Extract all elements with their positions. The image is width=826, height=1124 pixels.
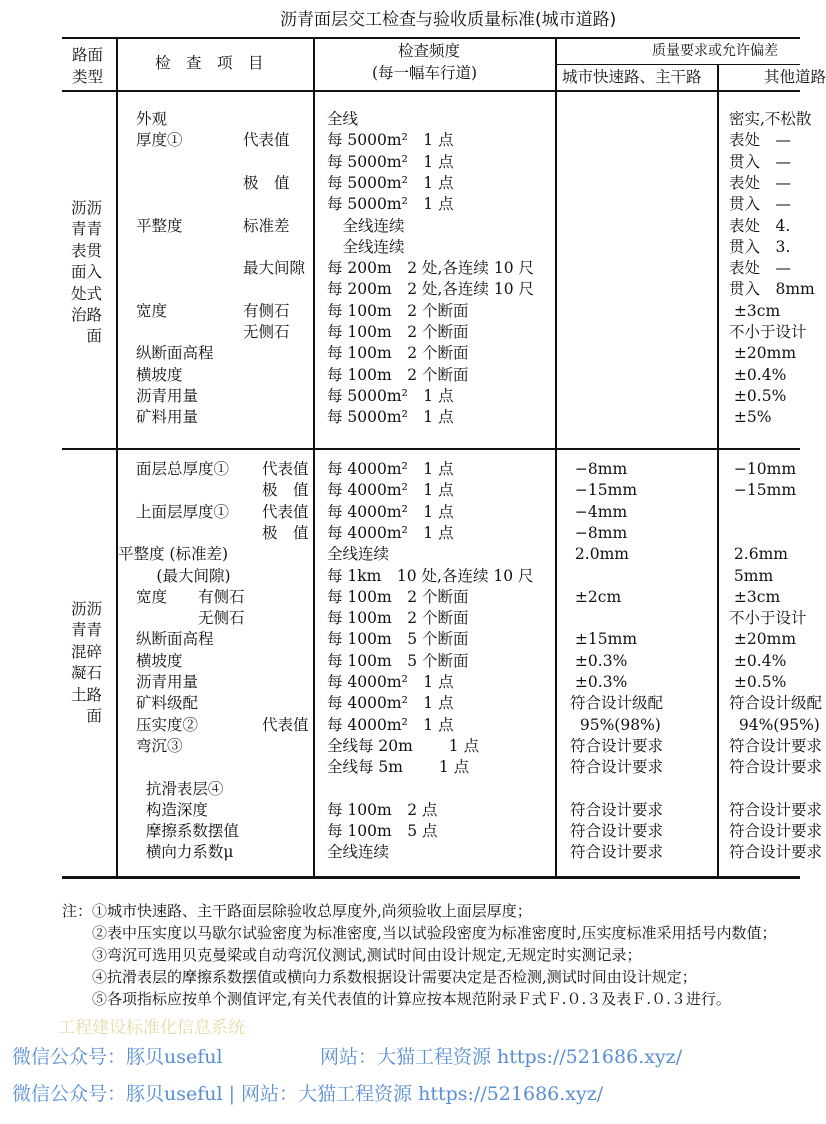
road-type-line: 面 <box>86 327 102 346</box>
header-item: 检 查 项 目 <box>155 54 264 72</box>
cell-freq: 每 100m 2 个断面 <box>327 365 469 384</box>
cell-item: 弯沉③ <box>136 736 183 755</box>
column-divider <box>555 37 557 877</box>
road-type-line: 面入 <box>70 263 102 282</box>
cell-main: −8mm <box>570 460 628 478</box>
cell-other: 表处 4. <box>729 216 791 235</box>
cell-item: 沥青用量 <box>136 386 199 405</box>
cell-other: ±0.5% <box>729 386 787 405</box>
road-type-line: 表贯 <box>70 241 102 260</box>
cell-other: 密实,不松散 <box>729 110 812 128</box>
cell-other: 表处 — <box>729 259 792 278</box>
road-type-line: 沥沥 <box>70 199 102 217</box>
cell-main: 符合设计要求 <box>570 822 664 841</box>
cell-freq: 全线连续 <box>327 545 390 564</box>
section-road-type <box>62 198 102 348</box>
cell-main: 95%(98%) <box>570 715 661 734</box>
cell-freq: 每 200m 2 处,各连续 10 尺 <box>327 280 535 299</box>
table-bottom-border <box>62 876 800 879</box>
cell-other: 贯入 — <box>729 195 792 214</box>
cell-item: 横坡度 <box>136 651 183 670</box>
watermark-bottom-left: 微信公众号：豚贝useful <box>12 1046 223 1068</box>
cell-main: −15mm <box>570 481 638 500</box>
cell-other: ±3cm <box>729 301 781 320</box>
cell-freq: 全线连续 <box>327 843 390 862</box>
table-top-border <box>62 37 800 39</box>
cell-item: 横向力系数μ <box>136 843 234 862</box>
road-type-line: 青青 <box>70 220 102 239</box>
cell-other: ±0.4% <box>729 365 787 384</box>
cell-item: 宽度 <box>136 301 168 320</box>
cell-freq: 全线每 20m 1 点 <box>327 736 480 755</box>
cell-item: 平整度 (标准差) <box>118 545 229 564</box>
cell-freq: 每 5000m² 1 点 <box>327 173 454 192</box>
header-col-other: 其他道路 <box>764 68 826 86</box>
road-type-line: 治路 <box>70 306 102 325</box>
cell-other: 2.6mm <box>729 545 788 564</box>
column-divider <box>313 37 315 877</box>
section-road-type <box>62 599 102 727</box>
cell-freq: 每 100m 5 点 <box>327 822 438 841</box>
cell-freq: 每 4000m² 1 点 <box>327 673 454 691</box>
cell-main: ±0.3% <box>570 651 628 670</box>
cell-freq: 全线每 5m 1 点 <box>327 758 470 777</box>
cell-item: (最大间隙) <box>136 566 231 585</box>
cell-other: ±5% <box>729 408 772 427</box>
cell-freq: 每 5000m² 1 点 <box>327 131 454 150</box>
cell-freq: 每 100m 2 个断面 <box>327 344 469 363</box>
section-divider <box>62 448 800 450</box>
cell-main: 符合设计要求 <box>570 736 664 755</box>
cell-other: 不小于设计 <box>729 609 807 628</box>
cell-other: 贯入 8mm <box>729 280 815 299</box>
cell-other: 符合设计要求 <box>729 822 823 841</box>
note-line: 注：①城市快速路、主干路面层除验收总厚度外,尚须验收上面层厚度； <box>62 902 532 920</box>
road-type-line: 面 <box>86 707 102 726</box>
cell-item: 沥青用量 <box>136 673 199 691</box>
cell-main: 符合设计级配 <box>570 694 664 713</box>
cell-item: 构造深度 <box>136 800 208 819</box>
cell-other: −10mm <box>729 460 797 478</box>
cell-item: 横坡度 <box>136 365 183 384</box>
header-col-main: 城市快速路、主干路 <box>562 68 702 86</box>
watermark-faint: 工程建设标准化信息系统 <box>58 1018 245 1038</box>
road-type-line: 土路 <box>70 685 102 704</box>
cell-freq: 每 4000m² 1 点 <box>327 481 454 500</box>
header-quality-group: 质量要求或允许偏差 <box>652 43 778 59</box>
cell-item: 厚度① <box>136 131 183 150</box>
cell-other: ±20mm <box>729 344 797 363</box>
cell-freq: 全线 <box>327 110 359 128</box>
cell-item: 外观 <box>136 110 168 128</box>
cell-other: ±3cm <box>729 587 781 606</box>
cell-item: 纵断面高程 <box>136 344 214 363</box>
header-bottom-border <box>62 90 800 92</box>
cell-other: −15mm <box>729 481 797 500</box>
cell-freq: 每 1km 10 处,各连续 10 尺 <box>327 566 534 585</box>
cell-other: 94%(95%) <box>729 715 820 734</box>
cell-sub: 极 值 <box>262 523 309 542</box>
cell-freq: 每 4000m² 1 点 <box>327 715 454 734</box>
column-divider <box>116 37 118 877</box>
note-line: ②表中压实度以马歇尔试验密度为标准密度,当以试验段密度为标准密度时,压实度标准采用括号内数值； <box>62 924 777 942</box>
cell-sub: 代表值 <box>262 715 309 734</box>
watermark-bottom-right: 网站：大猫工程资源 https://521686.xyz/ <box>320 1046 683 1068</box>
cell-freq: 每 5000m² 1 点 <box>327 195 454 214</box>
cell-freq: 每 100m 2 个断面 <box>327 301 469 320</box>
cell-item: 无侧石 <box>136 609 245 628</box>
cell-freq: 每 200m 2 处,各连续 10 尺 <box>327 259 535 278</box>
cell-freq: 每 100m 2 个断面 <box>327 587 469 606</box>
table-title: 沥青面层交工检查与验收质量标准(城市道路) <box>280 10 617 30</box>
cell-item: 纵断面高程 <box>136 630 214 649</box>
cell-item: 压实度② <box>136 715 199 734</box>
cell-freq: 每 5000m² 1 点 <box>327 408 454 427</box>
watermark-top: 微信公众号：豚贝useful | 网站：大猫工程资源 https://521686.xyz/ <box>12 1083 604 1105</box>
cell-freq: 每 5000m² 1 点 <box>327 152 454 171</box>
cell-other: 符合设计要求 <box>729 843 823 862</box>
cell-item: 矿料用量 <box>136 408 199 427</box>
cell-other: 表处 — <box>729 131 792 150</box>
header-group-divider <box>556 64 800 65</box>
cell-main: 符合设计要求 <box>570 800 664 819</box>
cell-other: 符合设计要求 <box>729 800 823 819</box>
cell-sub: 代表值 <box>243 131 290 150</box>
cell-sub: 极 值 <box>262 481 309 500</box>
cell-other: ±0.4% <box>729 651 787 670</box>
cell-other: ±20mm <box>729 630 797 649</box>
cell-item: 上面层厚度① <box>136 502 230 521</box>
cell-item: 面层总厚度① <box>136 460 230 478</box>
cell-item: 平整度 <box>136 216 183 235</box>
cell-other: 表处 — <box>729 173 792 192</box>
column-divider <box>717 64 719 877</box>
cell-main: 符合设计要求 <box>570 843 664 862</box>
cell-main: 符合设计要求 <box>570 758 664 777</box>
header-road-type-line2: 类型 <box>72 68 104 86</box>
cell-freq: 每 4000m² 1 点 <box>327 694 454 713</box>
cell-other: 不小于设计 <box>729 323 807 341</box>
cell-freq: 每 4000m² 1 点 <box>327 502 454 521</box>
cell-freq: 每 4000m² 1 点 <box>327 460 454 478</box>
cell-freq: 全线连续 <box>327 237 405 256</box>
cell-item: 摩擦系数摆值 <box>136 822 239 841</box>
cell-sub: 代表值 <box>262 502 309 521</box>
cell-item: 抗滑表层④ <box>136 779 224 798</box>
cell-main: ±15mm <box>570 630 638 649</box>
cell-main: −8mm <box>570 523 628 542</box>
cell-sub: 代表值 <box>262 460 309 478</box>
cell-sub: 标准差 <box>243 216 290 235</box>
cell-freq: 每 100m 2 点 <box>327 800 438 819</box>
road-type-line: 沥沥 <box>70 600 102 618</box>
cell-freq: 每 100m 2 个断面 <box>327 609 469 628</box>
road-type-line: 处式 <box>70 284 102 303</box>
cell-other: 5mm <box>729 566 774 585</box>
cell-freq: 每 4000m² 1 点 <box>327 523 454 542</box>
note-line: ④抗滑表层的摩擦系数摆值或横向力系数根据设计需要决定是否检测,测试时间由设计规定； <box>62 968 697 986</box>
cell-item: 宽度 有侧石 <box>136 587 245 606</box>
cell-other: 符合设计要求 <box>729 758 823 777</box>
cell-other: 符合设计要求 <box>729 736 823 755</box>
cell-main: ±2cm <box>570 587 622 606</box>
cell-main: ±0.3% <box>570 673 628 691</box>
cell-other: 贯入 — <box>729 152 792 171</box>
cell-main: 2.0mm <box>570 545 629 564</box>
note-line: ③弯沉可选用贝克曼梁或自动弯沉仪测试,测试时间由设计规定,无规定时实测记录； <box>62 946 642 964</box>
cell-sub: 极 值 <box>243 173 290 192</box>
cell-freq: 每 100m 5 个断面 <box>327 630 469 649</box>
road-type-line: 混碎 <box>70 642 102 661</box>
cell-freq: 每 100m 5 个断面 <box>327 651 469 670</box>
cell-freq: 每 5000m² 1 点 <box>327 386 454 405</box>
header-road-type-line1: 路面 <box>72 46 104 64</box>
cell-sub: 无侧石 <box>243 323 290 341</box>
cell-main: −4mm <box>570 502 628 521</box>
cell-other: 贯入 3. <box>729 237 791 256</box>
note-line: ⑤各项指标应按单个测值评定,有关代表值的计算应按本规范附录Ｆ式Ｆ.０.３及表Ｆ.０.３进行。 <box>62 990 731 1008</box>
cell-freq: 每 100m 2 个断面 <box>327 323 469 341</box>
header-frequency-note: (每一幅车行道) <box>372 64 478 82</box>
header-frequency: 检查频度 <box>398 42 461 60</box>
road-type-line: 凝石 <box>70 664 102 683</box>
cell-sub: 最大间隙 <box>243 259 306 278</box>
cell-other: ±0.5% <box>729 673 787 691</box>
cell-freq: 全线连续 <box>327 216 405 235</box>
cell-item: 矿料级配 <box>136 694 199 713</box>
cell-sub: 有侧石 <box>243 301 290 320</box>
road-type-line: 青青 <box>70 621 102 640</box>
cell-other: 符合设计级配 <box>729 694 823 713</box>
